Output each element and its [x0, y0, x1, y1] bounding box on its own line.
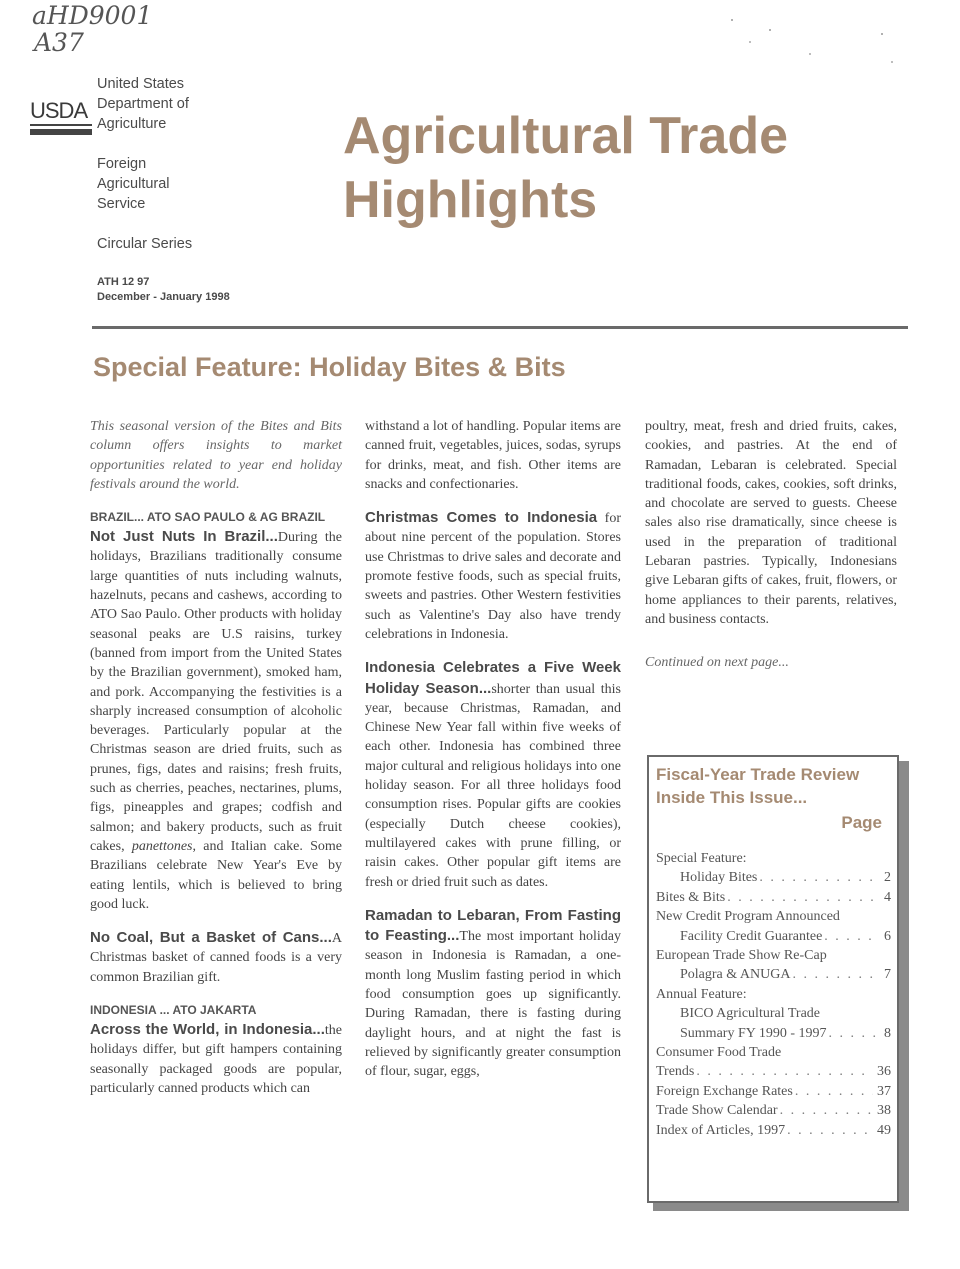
circular-series: Circular Series	[97, 236, 193, 252]
scan-speckles	[722, 12, 902, 72]
toc-entry[interactable]: New Credit Program Announced	[656, 909, 840, 925]
toc-title	[649, 757, 897, 809]
usda-logo-text: USDA	[30, 98, 88, 123]
publication-title-line-1: Agricultural Trade	[343, 107, 788, 165]
handwritten-line-1: aHD9001	[32, 1, 153, 30]
toc-leader	[785, 1121, 873, 1140]
toc-entry[interactable]: Index of Articles, 1997 . . . 49	[656, 1121, 891, 1140]
toc-entry[interactable]: European Trade Show Re-Cap	[656, 948, 827, 964]
paragraph-lebaran: poultry, meat, fresh and dried fruits, cakes, cookies, and pastries. At the end of Ramadan, Lebaran is celebrated. Special traditional foods, cakes, cookies, soft drinks, and chocolate are served to guests. Cheese sales also rise dramatically, since cheese is used in the preparation of traditional Lebaran pastries. Typically, Indonesians give Lebaran gifts of cakes, fruit, flowers, or home appliances to their parents, relatives, and business contacts.	[645, 419, 897, 627]
agency-line-3: Agriculture	[97, 116, 167, 132]
toc-entry[interactable]: Polagra & ANUGA . . . 7	[656, 965, 891, 984]
toc-leader	[826, 1024, 880, 1043]
issue-date: December - January 1998	[97, 291, 230, 303]
agency-line-4: Foreign	[97, 156, 147, 172]
usda-logo-bar	[30, 129, 92, 135]
toc-title-line-1: Fiscal-Year Trade Review	[656, 765, 860, 784]
body-brazil-nuts-b: , and Italian cake. Some Brazilians celebrate New Year's Eve by eating lentils, which is believed to bring good luck.	[90, 838, 342, 912]
header-rule	[92, 326, 908, 329]
toc-leader	[757, 868, 880, 887]
toc-entry[interactable]: Annual Feature:	[656, 986, 747, 1002]
toc-entry[interactable]: Trade Show Calendar . . . 38	[656, 1101, 891, 1120]
article-column-3	[645, 417, 897, 687]
body-christmas: for about nine percent of the population. Stores use Christmas to drive sales and decorate and promote festive foods, such as special fruits, sweets and pastries. Other Western festivities such as Valentine's Day also have trendy celebrations in Indonesia.	[365, 511, 621, 642]
toc-entry[interactable]: Trends . . . 36	[656, 1062, 891, 1081]
handwritten-line-2: A37	[34, 28, 84, 57]
agency-line-2: Department of	[97, 96, 189, 112]
usda-logo	[30, 100, 92, 135]
issue-number: ATH 12 97	[97, 276, 150, 288]
toc-leader	[778, 1101, 873, 1120]
toc-entry[interactable]: Bites & Bits . . . 4	[656, 888, 891, 907]
lead-coal-basket: No Coal, But a Basket of Cans...	[90, 929, 332, 947]
paragraph-five-week	[365, 658, 621, 892]
body-brazil-nuts-a: During the holidays, Brazilians traditionally consume large quantities of nuts including walnuts, hazelnuts, pecans and cashews, according to ATO Sao Paulo. Other products with holiday seasonal peaks are U.S raisins, turkey (banned from import from the United States by the Brazilian government), smoked ham, and pork. Accompanying the festivities is a sharply increased consumption of alcoholic beverages. Particularly popular at the Christmas season are dried fruits, such as prunes, figs, dates and raisins; fresh fruits, such as cherries, peaches, nectarines, plums, figs, pineapples and grapes; codfish and salmon; and bakery products, such as fruit cakes,	[90, 530, 342, 854]
paragraph-coal-basket	[90, 928, 342, 987]
toc-title-line-2: Inside This Issue...	[656, 788, 808, 807]
handwritten-call-number	[32, 2, 152, 56]
toc-entry[interactable]: Consumer Food Trade	[656, 1045, 782, 1061]
article-column-2	[365, 417, 621, 1096]
toc-leader	[694, 1062, 873, 1081]
continued-note: Continued on next page...	[645, 655, 789, 671]
section-kicker-brazil: BRAZIL... ATO SAO PAULO & AG BRAZIL	[90, 510, 326, 525]
toc-entry[interactable]: Holiday Bites . . . 2	[656, 868, 891, 887]
lead-across-world: Across the World, in Indonesia...	[90, 1021, 325, 1039]
paragraph-brazil-nuts	[90, 527, 342, 914]
paragraph-ramadan	[365, 906, 621, 1082]
agency-block	[97, 74, 192, 254]
body-across-world: the holidays differ, but gift hampers containing seasonally packaged goods are popular, particularly canned products which can	[90, 1023, 342, 1096]
lead-brazil-nuts: Not Just Nuts In Brazil...	[90, 528, 278, 546]
agency-line-5: Agricultural	[97, 176, 170, 192]
table-of-contents	[647, 755, 899, 1203]
agency-line-1: United States	[97, 76, 185, 92]
body-brazil-nuts-em: panettones	[131, 838, 193, 854]
toc-entry[interactable]: Special Feature:	[656, 851, 747, 866]
toc-list	[649, 833, 897, 1140]
agency-line-6: Service	[97, 196, 146, 212]
toc-entry[interactable]: Facility Credit Guarantee . . . 6	[656, 927, 891, 946]
lead-ramadan: Ramadan to Lebaran, From Fasting to Feasting...	[365, 906, 621, 945]
usda-logo-rule	[30, 124, 92, 126]
toc-entry[interactable]: BICO Agricultural Trade	[680, 1006, 820, 1022]
lead-christmas: Christmas Comes to Indonesia	[365, 509, 598, 527]
toc-leader	[725, 888, 880, 907]
feature-heading: Special Feature: Holiday Bites & Bits	[93, 352, 566, 382]
toc-entry[interactable]: Summary FY 1990 - 1997 . . . 8	[656, 1024, 891, 1043]
publication-title-line-2: Highlights	[343, 171, 598, 229]
issue-info	[97, 275, 230, 305]
intro-paragraph: This seasonal version of the Bites and Bits column offers insights to market opportunities related to year end holiday festivals around the world.	[90, 419, 342, 492]
body-coal-basket: A Christmas basket of canned foods is a very common Brazilian gift.	[90, 931, 342, 985]
paragraph-christmas	[365, 508, 621, 644]
lead-five-week: Indonesia Celebrates a Five Week Holiday Season...	[365, 659, 621, 697]
toc-leader	[822, 927, 880, 946]
paragraph-across-world	[90, 1020, 342, 1098]
toc-entry[interactable]: Foreign Exchange Rates . . . 37	[656, 1082, 891, 1101]
publication-title	[343, 104, 788, 232]
toc-leader	[790, 965, 880, 984]
toc-page-label: Page	[841, 813, 882, 832]
section-kicker-indonesia: INDONESIA ... ATO JAKARTA	[90, 1003, 257, 1018]
body-five-week: shorter than usual this year, because Christmas, Ramadan, and Chinese New Year fall within five weeks of each other. Indonesia has combined three major cultural and religious holidays into one holiday season. For all three holidays food consumption rises. Popular gifts are cookies (especially Dutch cheese cookies), multilayered cakes with prune filling, or raisin cakes. Other popular gift items are fresh or dried fruit such as dates.	[365, 681, 621, 890]
toc-leader	[793, 1082, 873, 1101]
article-column-1	[90, 417, 342, 1112]
body-ramadan: The most important holiday season in Indonesia is Ramadan, a one-month long Muslim fasting period in which food consumption goes up significantly. During Ramadan, there is fasting during daylight hours, and at night the fast is relieved by significantly greater consumption of flour, sugar, eggs,	[365, 929, 621, 1080]
paragraph-handling: withstand a lot of handling. Popular items are canned fruit, vegetables, juices, sodas, syrups for drinks, meat, and fish. Other items are snacks and confectionaries.	[365, 419, 621, 492]
